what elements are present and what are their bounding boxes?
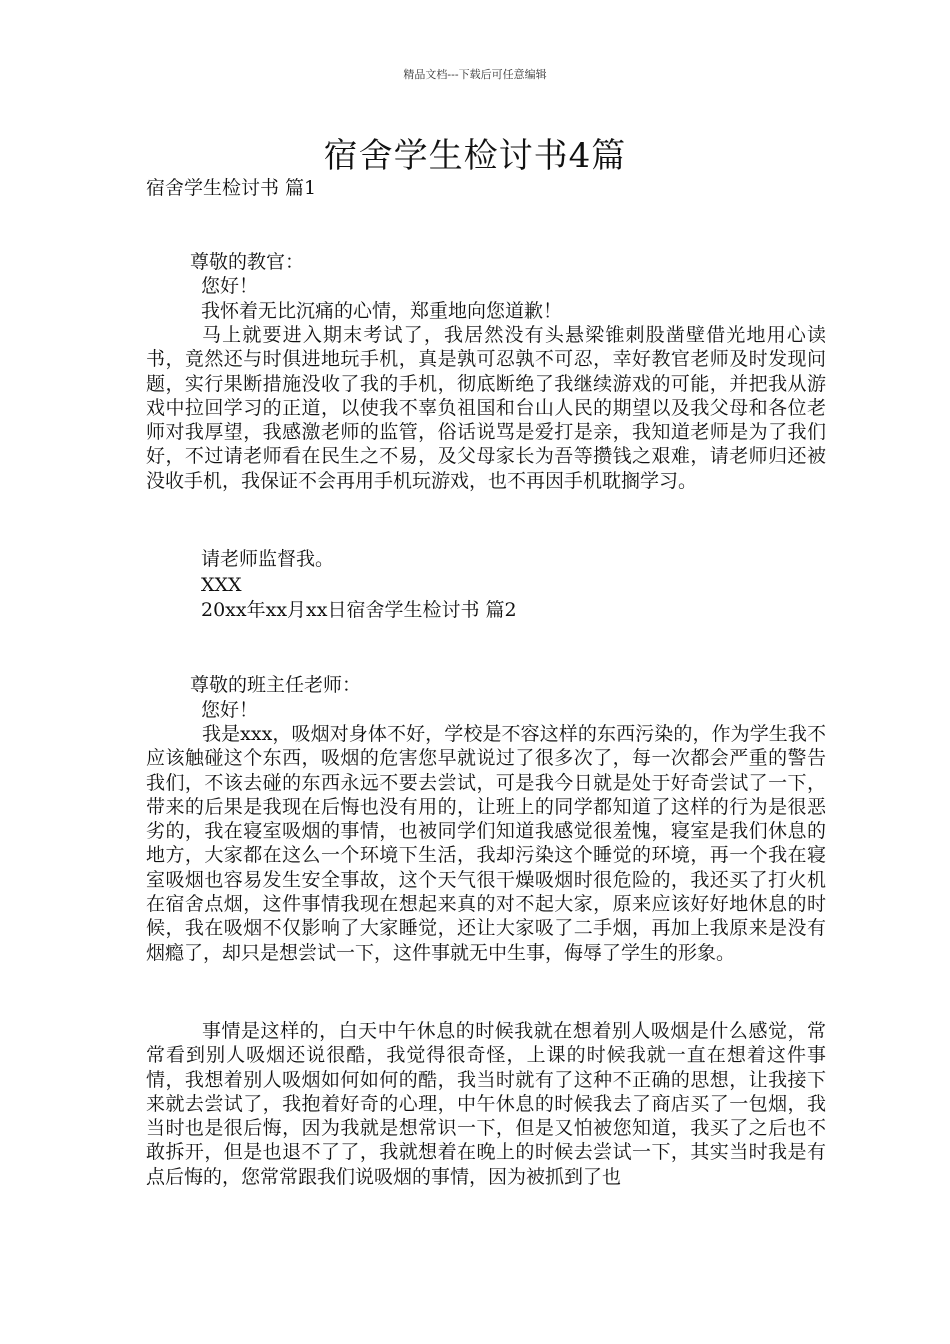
closing-line-1: 请老师监督我。 <box>201 548 335 570</box>
greeting-2: 您好！ <box>201 699 259 721</box>
body-paragraph-2: 我是xxx，吸烟对身体不好，学校是不容这样的东西污染的，作为学生我不应该触碰这个东西，吸烟的危害您早就说过了很多次了，每一次都会严重的警告我们，不该去碰的东西永远不要去尝试，可是我今日就是处于好奇尝试了一下，带来的后果是我现在后悔也没有用的，让班上的同学都知道了这样的行为是很恶劣的，我在寝室吸烟的事情，也被同学们知道我感觉很羞愧，寝室是我们休息的地方，大家都在这么一个环境下生活，我却污染这个睡觉的环境，再一个我在寝室吸烟也容易发生安全事故，这个天气很干燥吸烟时很危险的，我还买了打火机在宿舍点烟，这件事情我现在想起来真的对不起大家，原来应该好好地休息的时候，我在吸烟不仅影响了大家睡觉，还让大家吸了二手烟，再加上我原来是没有烟瘾了，却只是想尝试一下，这件事就无中生事，侮辱了学生的形象。 <box>146 723 826 964</box>
date-and-section-heading-2: 20xx年xx月xx日宿舍学生检讨书 篇2 <box>201 599 517 621</box>
greeting-1: 您好！ <box>201 275 259 297</box>
page-header: 精品文档---下载后可任意编辑 <box>403 68 547 81</box>
apology-line: 我怀着无比沉痛的心情，郑重地向您道歉！ <box>201 300 563 322</box>
signature-1: XXX <box>201 574 242 596</box>
section-heading-1: 宿舍学生检讨书 篇1 <box>146 177 317 199</box>
body-paragraph-3: 事情是这样的，白天中午休息的时候我就在想着别人吸烟是什么感觉，常常看到别人吸烟还说很酷，我觉得很奇怪，上课的时候我就一直在想着这件事情，我想着别人吸烟如何如何的酷，我当时就有了这种不正确的思想，让我接下来就去尝试了，我抱着好奇的心理，中午休息的时候我去了商店买了一包烟，我当时也是很后悔，因为我就是想常识一下，但是又怕被您知道，我买了之后也不敢拆开，但是也退不了了，我就想着在晚上的时候去尝试一下，其实当时我是有点后悔的，您常常跟我们说吸烟的事情，因为被抓到了也 <box>146 1020 826 1188</box>
salutation-2: 尊敬的班主任老师： <box>190 674 362 696</box>
body-paragraph-1: 马上就要进入期末考试了，我居然没有头悬梁锥刺股凿壁借光地用心读书，竟然还与时俱进地玩手机，真是孰可忍孰不可忍，幸好教官老师及时发现问题，实行果断措施没收了我的手机，彻底断绝了我继续游戏的可能，并把我从游戏中拉回学习的正道，以使我不辜负祖国和台山人民的期望以及我父母和各位老师对我厚望，我感激老师的监管，俗话说骂是爱打是亲，我知道老师是为了我们好，不过请老师看在民生之不易，及父母家长为吾等攒钱之艰难，请老师归还被没收手机，我保证不会再用手机玩游戏，也不再因手机耽搁学习。 <box>146 324 826 492</box>
salutation-1: 尊敬的教官： <box>190 251 305 273</box>
document-title: 宿舍学生检讨书4篇 <box>323 136 627 176</box>
